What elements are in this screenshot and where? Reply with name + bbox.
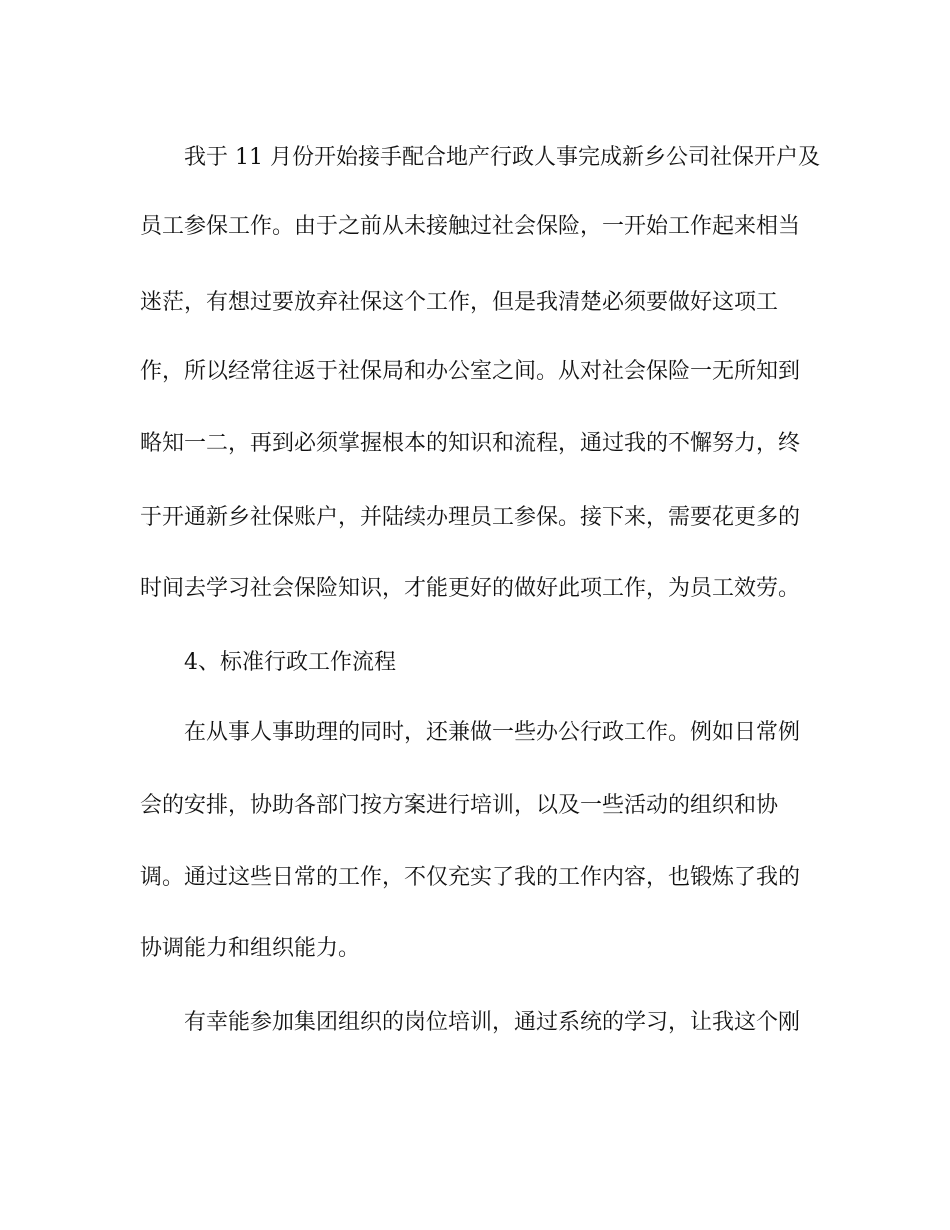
paragraph-line: 迷茫，有想过要放弃社保这个工作，但是我清楚必须要做好这项工 [140, 290, 779, 315]
paragraph-line: 作，所以经常往返于社保局和办公室之间。从对社会保险一无所知到 [140, 359, 801, 384]
paragraph-line: 于开通新乡社保账户，并陆续办理员工参保。接下来，需要花更多的 [140, 505, 801, 530]
paragraph-line: 会的安排，协助各部门按方案进行培训，以及一些活动的组织和协 [140, 793, 779, 818]
paragraph-line: 有幸能参加集团组织的岗位培训，通过系统的学习，让我这个刚 [184, 1010, 801, 1035]
paragraph-line: 在从事人事助理的同时，还兼做一些办公行政工作。例如日常例 [184, 720, 801, 745]
paragraph-line: 略知一二，再到必须掌握根本的知识和流程，通过我的不懈努力，终 [140, 431, 801, 456]
paragraph-line: 我于 11 月份开始接手配合地产行政人事完成新乡公司社保开户及 [184, 145, 820, 170]
paragraph-line: 员工参保工作。由于之前从未接触过社会保险，一开始工作起来相当 [140, 214, 801, 239]
paragraph-line: 调。通过这些日常的工作，不仅充实了我的工作内容，也锻炼了我的 [140, 865, 801, 890]
paragraph-line: 协调能力和组织能力。 [140, 936, 361, 961]
section-heading: 4、标准行政工作流程 [184, 650, 396, 675]
paragraph-line: 时间去学习社会保险知识，才能更好的做好此项工作，为员工效劳。 [140, 576, 801, 601]
